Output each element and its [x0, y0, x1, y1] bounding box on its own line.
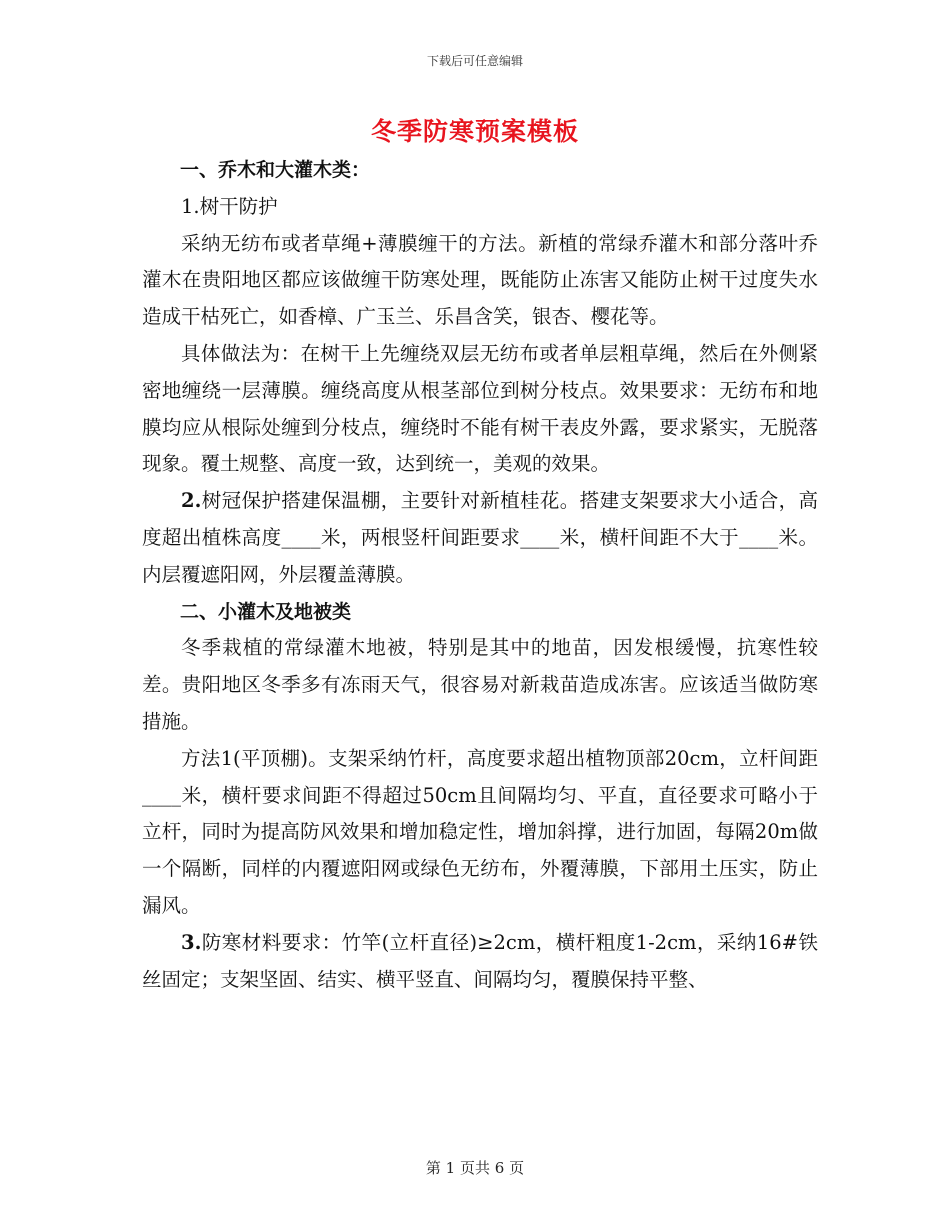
section-heading-2: 二、小灌木及地被类 [180, 600, 352, 623]
section-heading-1: 一、乔木和大灌木类： [180, 159, 371, 181]
item-number-2: 2. [181, 489, 202, 513]
paragraph-crown-protection [142, 483, 818, 593]
item-text-2: 树冠保护搭建保温棚，主要针对新植桂花。搭建支架要求大小适合，高度超出植株高度____米，两根竖杆间距要求____米，横杆间距不大于____米。内层覆遮阳网，外层覆盖薄膜。 [142, 489, 818, 586]
paragraph-flat-shed: 方法1(平顶棚)。支架采纳竹杆，高度要求超出植物顶部20cm，立杆间距____米，横杆要求间距不得超过50cm且间隔均匀、平直，直径要求可略小于立杆，同时为提高防风效果和增加稳定性，增加斜撑，进行加固，每隔20m做一个隔断，同样的内覆遮阳网或绿色无纺布，外覆薄膜，下部用土压实，防止漏风。 [142, 746, 818, 917]
subheading-trunk-protection: 1.树干防护 [181, 194, 278, 218]
document-body [142, 152, 818, 998]
page-header-note: 下载后可任意编辑 [426, 54, 523, 68]
item-text-3: 防寒材料要求：竹竿(立杆直径)≥2cm，横杆粗度1-2cm，采纳16#铁丝固定；支架坚固、结实、横平竖直、间隔均匀，覆膜保持平整、 [142, 930, 818, 991]
paragraph-procedure: 具体做法为：在树干上先缠绕双层无纺布或者单层粗草绳，然后在外侧紧密地缠绕一层薄膜。缠绕高度从根茎部位到树分枝点。效果要求：无纺布和地膜均应从根际处缠到分枝点，缠绕时不能有树干表皮外露，要求紧实，无脱落现象。覆土规整、高度一致，达到统一，美观的效果。 [142, 341, 818, 476]
paragraph-shrubs: 冬季栽植的常绿灌木地被，特别是其中的地苗，因发根缓慢，抗寒性较差。贵阳地区冬季多有冻雨天气，很容易对新栽苗造成冻害。应该适当做防寒措施。 [142, 636, 818, 733]
paragraph-materials [142, 925, 818, 999]
page-footer: 第 1 页共 6 页 [425, 1159, 525, 1177]
paragraph-method: 采纳无纺布或者草绳+薄膜缠干的方法。新植的常绿乔灌木和部分落叶乔灌木在贵阳地区都应该做缠干防寒处理，既能防止冻害又能防止树干过度失水造成干枯死亡，如香樟、广玉兰、乐昌含笑，银杏、樱花等。 [142, 231, 818, 329]
document-title: 冬季防寒预案模板 [370, 117, 579, 146]
item-number-3: 3. [181, 930, 202, 954]
